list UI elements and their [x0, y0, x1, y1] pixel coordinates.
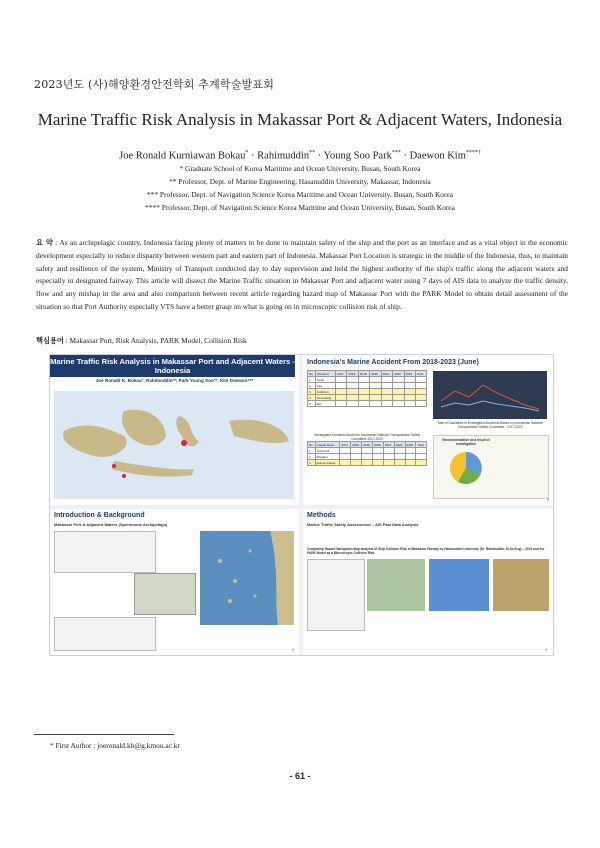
author-separator: · [400, 150, 410, 162]
methods-subheading-2: Comparing Hazard Navigation Map analysis of Ship Collision Risk in Makassar Fairway by Hasanuddin University (Dr. Rahimuddin, M.Sc.Eng) – 2019 and the PARK Model as a Microscopic Collision Risk [307, 547, 545, 556]
conference-header: 2023년도 (사)해양환경안전학회 추계학술발표회 [34, 78, 275, 91]
affiliation-1: * Graduate School of Korea Maritime and Ocean University, Busan, South Korea [179, 164, 421, 173]
intro-port-photo [134, 573, 196, 615]
investigated-table: No Casual factor 2017 2018 2019 2020 2021 2022 2023 Total 1 Technical 2 Weather 3 Human Factor [307, 441, 427, 491]
casualties-chart [433, 371, 547, 419]
poster-panel-title [50, 355, 299, 505]
abstract-text: : As an archipelagic country, Indonesia facing plenty of matters to be done to maintain safety of the ship and the port as an interface and as a vital object in the economic development especially to reduce disparity between western part and eastern part of Indonesia. Makassar Port Location is strategic in the middle of the Indonesia, thus, to maintain safety and resilience of the system, Ministry of Transport conducted day to day supervision and held the highest authority of the ship's traffic along the adjacent waters and especially in designated fairway. This article will dissect the Marine Traffic situation in Makassar Port and adjacent water using 7 days of AIS data to analyze the traffic density, flow and any mishap in the area and also comparison between recent article regarding hazard map of Makassar Port with the PARK Model to obtain detail assessment of the situation so that Port Authority especially VTS have a better grasp on what is going on in microscopic collision risk of ship. [36, 238, 569, 311]
poster-page-2: 2 [547, 498, 549, 502]
poster-page-3: 3 [292, 648, 294, 652]
author-3: Young Soo Park [323, 150, 392, 162]
hazard-map-3 [493, 559, 549, 611]
poster-map [54, 391, 294, 499]
author-separator: · [248, 150, 258, 162]
footnote-divider [34, 734, 174, 735]
paper-title: Marine Traffic Risk Analysis in Makassar Port & Adjacent Waters, Indonesia [37, 110, 563, 129]
abstract [36, 237, 568, 314]
affiliation-2: ** Professor, Dept. of Marine Engineering, Hasanuddin University, Makassar, Indonesia [169, 177, 431, 186]
investigated-caption: Investigated Accidents Based on Indonesian National Transportation Safety Committee 2017-2023 [313, 433, 421, 442]
methods-text-block [307, 559, 365, 631]
recommendation-pie [436, 448, 496, 488]
hazard-map-1 [367, 559, 425, 611]
affiliation-4: **** Professor, Dept. of Navigation Science Korea Maritime and Ocean University, Busan, South Korea [145, 203, 455, 212]
methods-heading: Methods [307, 512, 336, 519]
casualties-caption: Total of Casualties in Investigated Accidents Based on Indonesian National Transportation Safety Committee - 2017-2023 [437, 421, 543, 430]
intro-subheading: Makassar Port & Adjacent Waters (Spermonde Archipelago) [54, 522, 168, 527]
author-4: Daewon Kim [409, 150, 466, 162]
recommendation-title: Recommendation as a result of investigation [442, 438, 490, 447]
poster-panel-methods [303, 509, 553, 655]
poster-page-4: 4 [545, 648, 547, 652]
recommendation-box [433, 435, 549, 499]
accident-table: No Accident 2017 2018 2019 2020 2021 2022 2023 Total 1 Sunk 2 Fire 3 Collision 4 Grounding 5 Etc [307, 370, 427, 430]
keywords-label: 핵심용어 [36, 336, 64, 345]
hazard-map-2 [429, 559, 489, 611]
author-separator: · [315, 150, 324, 162]
author-3-mark: *** [391, 150, 401, 156]
abstract-label: 요 약 [36, 238, 53, 247]
page-number: - 61 - [289, 771, 311, 781]
author-line [0, 150, 600, 162]
author-2: Rahimuddin [257, 150, 310, 162]
poster-panel-accidents [303, 355, 553, 505]
author-1: Joe Ronald Kurniawan Bokau [119, 150, 246, 162]
indonesia-map-graphic [54, 391, 294, 499]
author-1-mark: * [245, 150, 249, 156]
intro-heading: Introduction & Background [54, 512, 145, 519]
poster-title: Marine Traffic Risk Analysis in Makassar Port and Adjacent Waters - Indonesia [50, 357, 295, 375]
poster-panel-intro [50, 509, 299, 655]
keywords [36, 336, 247, 346]
keywords-text: : Makassar Port, Risk Analysis, PARK Model, Collision Risk [63, 336, 247, 345]
poster-authors: Joe Ronald K. Bokau¹; Rahimuddin²*; Park Young Soo³*; Kim Daewon⁴** [95, 378, 254, 383]
poster-figure [49, 354, 554, 656]
spermonde-map [200, 531, 294, 625]
spermonde-map-graphic [200, 531, 294, 625]
first-author-footnote: * First Author : joeronald.kb@g.kmou.ac.kr [50, 741, 180, 750]
affiliation-3: *** Professor, Dept. of Navigation Science Korea Maritime and Ocean University, Busan, South Korea [146, 190, 454, 199]
casualties-line-graphic [433, 371, 547, 419]
author-4-mark: ****† [465, 150, 481, 156]
author-2-mark: ** [309, 150, 316, 156]
intro-text-block-2 [54, 617, 156, 651]
accident-heading: Indonesia's Marine Accident From 2018-2023 (June) [307, 359, 479, 366]
intro-text-block-1 [54, 531, 156, 573]
methods-subheading: Marine Traffic Safety Assessment – AIS Past Data Analysis [307, 522, 419, 527]
